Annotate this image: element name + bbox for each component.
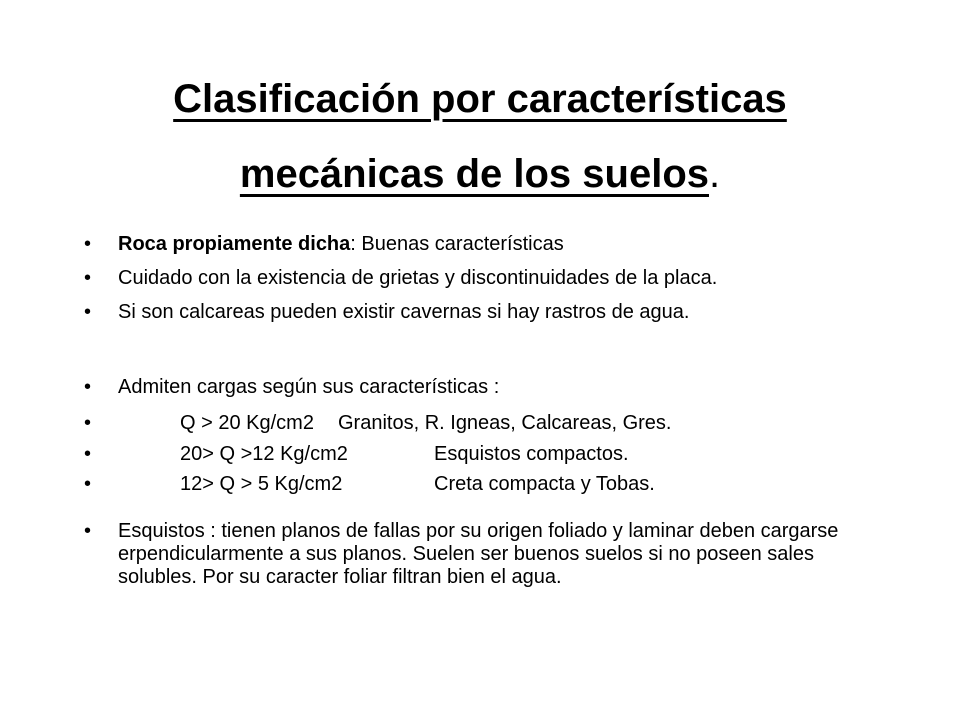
bullet-marker: • — [84, 473, 92, 495]
load-desc-3: Creta compacta y Tobas. — [434, 473, 655, 495]
load-row-2 — [84, 443, 884, 473]
bullet-marker: • — [84, 412, 92, 434]
calcareas-text: Si son calcareas pueden existir cavernas si hay rastros de agua. — [118, 301, 690, 323]
load-desc-2: Esquistos compactos. — [434, 443, 629, 465]
bullet-list — [84, 233, 884, 589]
bullet-marker: • — [84, 233, 92, 255]
esquistos-text: Esquistos : tienen planos de fallas por su origen foliado y laminar deben cargarse erpendicularmente a sus planos. Suelen ser buenos suelos si no poseen sales solubles. Por su caracter foliar filtran bien el agua. — [118, 520, 839, 588]
load-range-2: 20> Q >12 Kg/cm2 — [180, 443, 348, 465]
bullet-marker: • — [84, 376, 92, 398]
load-range-3: 12> Q > 5 Kg/cm2 — [180, 473, 343, 495]
bullet-roca — [84, 233, 884, 267]
bullet-esquistos — [84, 520, 884, 589]
title-line-1: Clasificación por características — [173, 77, 787, 121]
blank-line — [84, 349, 884, 376]
bullet-marker: • — [84, 301, 92, 323]
bullet-cuidado — [84, 267, 884, 301]
cuidado-text: Cuidado con la existencia de grietas y discontinuidades de la placa. — [118, 267, 718, 289]
title-period: . — [709, 152, 721, 196]
bullet-marker: • — [84, 520, 92, 542]
slide-title — [80, 62, 880, 212]
load-range-1: Q > 20 Kg/cm2 — [180, 412, 314, 434]
roca-label: Roca propiamente dicha — [118, 233, 351, 255]
bullet-marker: • — [84, 443, 92, 465]
admiten-text: Admiten cargas según sus características : — [118, 376, 500, 398]
bullet-calcareas — [84, 301, 884, 349]
bullet-admiten — [84, 376, 884, 412]
bullet-marker: • — [84, 267, 92, 289]
title-line-2: mecánicas de los suelos — [239, 152, 709, 196]
load-row-3 — [84, 473, 884, 520]
load-row-1 — [84, 412, 884, 443]
roca-text: : Buenas características — [350, 233, 564, 255]
load-desc-1: Granitos, R. Igneas, Calcareas, Gres. — [338, 412, 672, 434]
